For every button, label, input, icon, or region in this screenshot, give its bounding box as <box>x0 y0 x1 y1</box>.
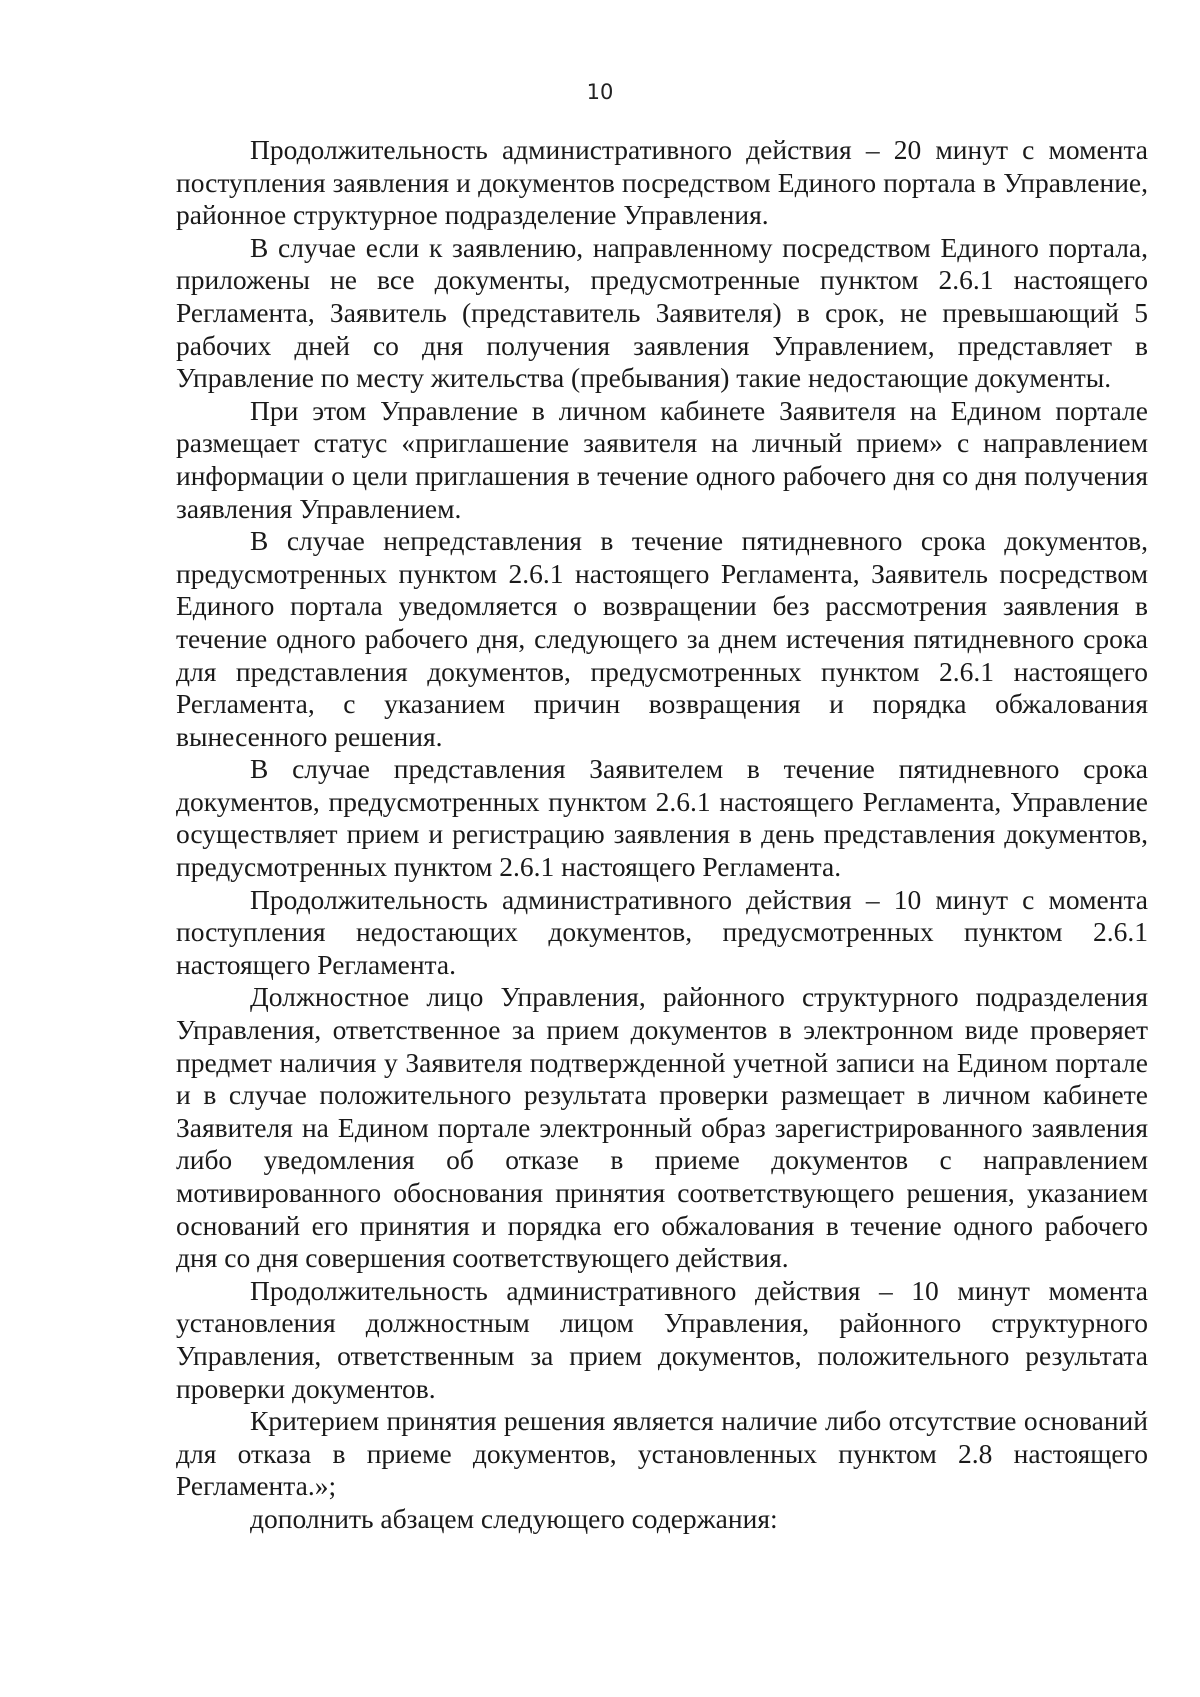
paragraph-6: Продолжительность административного действия – 10 минут с момента поступления недостающих документов, предусмотренных пунктом 2.6.1 настоящего Регламента. <box>176 883 1148 980</box>
paragraph-7: Должностное лицо Управления, районного структурного подразделения Управления, ответственное за прием документов в электронном виде проверяет предмет наличия у Заявителя подтвержденной учетной записи на Едином портале и в случае положительного результата проверки размещает в личном кабинете Заявителя на Едином портале электронный образ зарегистрированного заявления либо уведомления об отказе в приеме документов с направлением мотивированного обоснования принятия соответствующего решения, указанием оснований его принятия и порядка его обжалования в течение одного рабочего дня со дня совершения соответствующего действия. <box>176 981 1148 1274</box>
document-body <box>176 134 1148 1536</box>
page-number: 10 <box>586 80 614 104</box>
paragraph-1: Продолжительность административного действия – 20 минут с момента поступления заявления и документов посредством Единого портала в Управление, районное структурное подразделение Управления. <box>176 134 1148 231</box>
paragraph-9: Критерием принятия решения является наличие либо отсутствие оснований для отказа в приеме документов, установленных пунктом 2.8 настоящего Регламента.»; <box>176 1405 1148 1502</box>
paragraph-2: В случае если к заявлению, направленному посредством Единого портала, приложены не все документы, предусмотренные пунктом 2.6.1 настоящего Регламента, Заявитель (представитель Заявителя) в срок, не превышающий 5 рабочих дней со дня получения заявления Управлением, представляет в Управление по месту жительства (пребывания) такие недостающие документы. <box>176 231 1148 394</box>
paragraph-5: В случае представления Заявителем в течение пятидневного срока документов, предусмотренных пунктом 2.6.1 настоящего Регламента, Управление осуществляет прием и регистрацию заявления в день представления документов, предусмотренных пунктом 2.6.1 настоящего Регламента. <box>176 753 1148 883</box>
paragraph-10: дополнить абзацем следующего содержания: <box>250 1502 778 1534</box>
paragraph-3: При этом Управление в личном кабинете Заявителя на Едином портале размещает статус «приглашение заявителя на личный прием» с направлением информации о цели приглашения в течение одного рабочего дня со дня получения заявления Управлением. <box>176 394 1148 524</box>
paragraph-4: В случае непредставления в течение пятидневного срока документов, предусмотренных пунктом 2.6.1 настоящего Регламента, Заявитель посредством Единого портала уведомляется о возвращении без рассмотрения заявления в течение одного рабочего дня, следующего за днем истечения пятидневного срока для представления документов, предусмотренных пунктом 2.6.1 настоящего Регламента, с указанием причин возвращения и порядка обжалования вынесенного решения. <box>176 525 1148 752</box>
paragraph-8: Продолжительность административного действия – 10 минут момента установления должностным лицом Управления, районного структурного Управления, ответственным за прием документов, положительного результата проверки документов. <box>176 1274 1148 1404</box>
